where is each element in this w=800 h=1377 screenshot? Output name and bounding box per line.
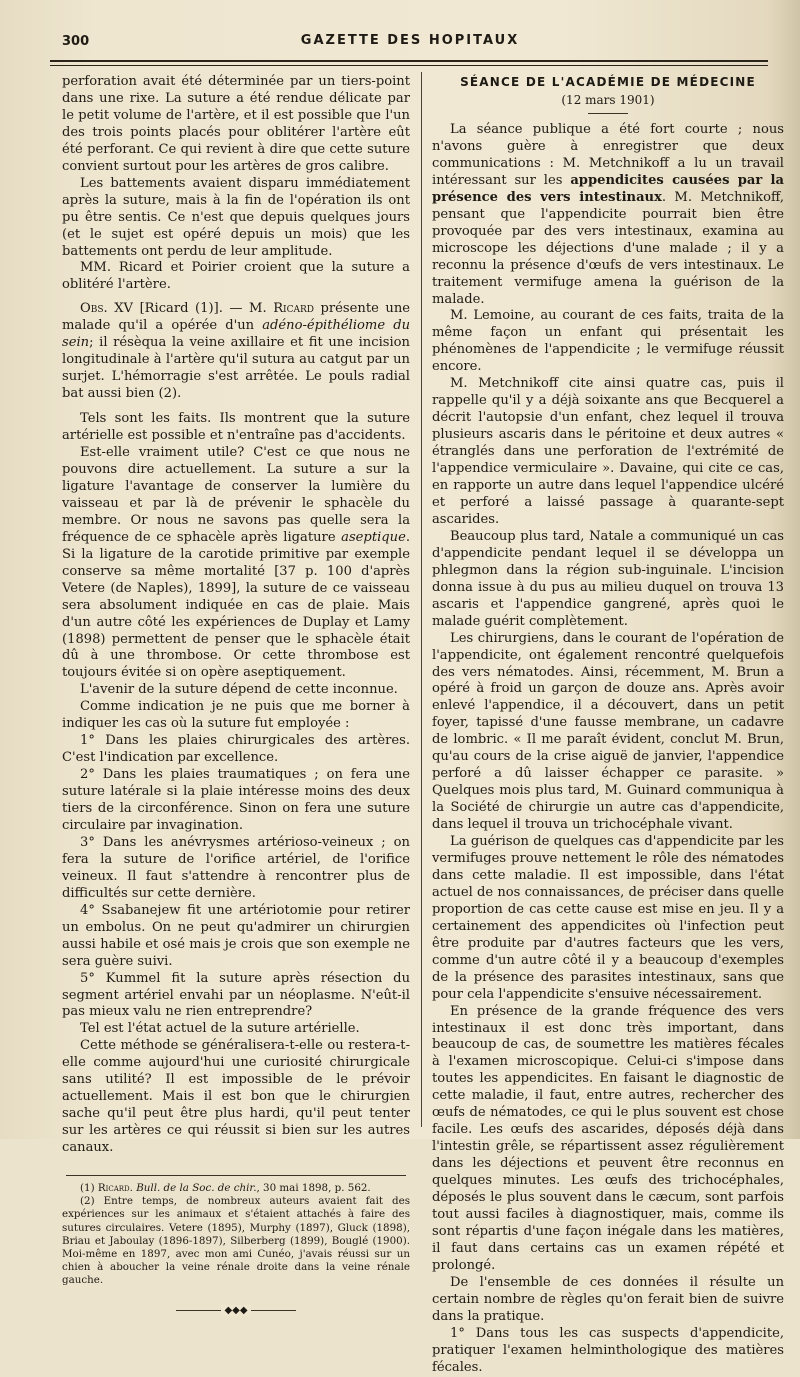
paragraph: Tels sont les faits. Ils montrent que la suture artérielle est possible et n'entraîne pas d'accidents. — [62, 411, 410, 444]
italic-term: adéno-épithéliome du sein — [62, 318, 411, 351]
left-column — [62, 74, 411, 1316]
observation-paragraph — [62, 301, 410, 403]
footnote: (2) Entre temps, de nombreux auteurs avaient fait des expériences sur les animaux et s'étaient attachés à faire des sutures circulaires. Vetere (1895), Murphy (1897), Gluck (1898), Briau et Jaboulay (1896-1897), Silberberg (1899), Bouglé (1900). Moi-même en 1897, avec mon ami Cunéo, j'avais réussi sur un chien à aboucher la veine rénale droite dans la veine rénale gauche. — [62, 1195, 410, 1287]
paragraph: Les battements avaient disparu immédiatement après la suture, mais à la fin de l'opération ils ont pu être sentis. Ce n'est que depuis quelques jours (et le sujet est opéré depuis un mois) que les battements ont perdu de leur amplitude. — [62, 175, 410, 259]
list-item: 4° Ssabanejew fit une artériotomie pour retirer un embolus. On ne peut qu'admirer un chirurgien aussi habile et osé mais je crois que son exemple ne sera guère suivi. — [62, 902, 410, 969]
page-number: 300 — [62, 34, 90, 49]
paragraph: En présence de la grande fréquence des vers intestinaux il est donc très important, dans beaucoup de cas, de soumettre les matières fécales à l'examen microscopique. Celui-ci s'impose dans toutes les appendicites. En faisant le diagnostic de cette maladie, il faut, entre autres, rechercher des œufs de nématodes, ce qui le plus souvent est chose facile. Les œufs des ascarides, déposés déjà dans l'intestin grêle, se répartissent assez régulièrement dans les déjections et peuvent être reconnus en quelques minutes. Les œufs des trichocéphales, déposés le plus souvent dans le cæcum, sont parfois tout aussi faciles à diagnostiquer, mais, comme ils sont répartis d'une façon inégale dans les matières, il faut dans certains cas un examen répété et prolongé. — [432, 1003, 784, 1273]
paragraph: Beaucoup plus tard, Natale a communiqué un cas d'appendicite pendant lequel il se développa un phlegmon dans la région sub-inguinale. L'incision donna issue à du pus au milieu duquel on trouva 13 ascaris et l'appendice gangrené, après quoi le malade guérit complètement. — [432, 528, 784, 629]
paragraph — [62, 445, 410, 682]
section-date: (12 mars 1901) — [561, 93, 655, 107]
paragraph: MM. Ricard et Poirier croient que la suture a oblitéré l'artère. — [62, 260, 410, 293]
short-rule — [588, 113, 628, 114]
paragraph: Les chirurgiens, dans le courant de l'opération de l'appendicite, ont également rencontré quelquefois des vers nématodes. Ainsi, récemment, M. Brun a opéré à froid un garçon de douze ans. Après avoir enlevé l'appendice, il a découvert, dans un petit foyer, tapissé d'une fausse membrane, un cadavre de lombric. « Il me paraît évident, conclut M. Brun, qu'au cours de la crise aiguë de janvier, l'appendice perforé a dû laisser échapper ce parasite. » Quelques mois plus tard, M. Guinard communiqua à la Société de chirurgie un autre cas d'appendicite, dans lequel il trouva un trichocéphale vivant. — [432, 630, 784, 833]
footnote — [62, 1182, 410, 1195]
paragraph: De l'ensemble de ces données il résulte un certain nombre de règles qu'on ferait bien de suivre dans la pratique. — [432, 1274, 784, 1324]
paragraph: M. Lemoine, au courant de ces faits, traita de la même façon un enfant qui présentait les phénomènes de l'appendicite ; le vermifuge réussit encore. — [432, 308, 784, 375]
bold-topic: appendicites causées par la présence des vers intestinaux — [432, 172, 785, 205]
right-column — [432, 74, 784, 1377]
footnote-rule — [66, 1175, 406, 1176]
end-ornament — [176, 1304, 296, 1316]
list-item: 3° Dans les anévrysmes artérioso-veineux ; on fera la suture de l'orifice artériel, de l'orifice veineux. Il faut s'attendre à rencontrer plus de difficultés sur cette dernière. — [62, 834, 410, 901]
paragraph: perforation avait été déterminée par un tiers-point dans une rixe. La suture a été rendue délicate par le petit volume de l'artère, et il est possible que l'un des trois points placés pour oblitérer l'artère eût été perforant. Ce qui revient à dire que cette suture convient surtout pour les artères de gros calibre. — [62, 74, 410, 174]
list-item: 1° Dans les plaies chirurgicales des artères. C'est l'indication par excellence. — [62, 733, 410, 766]
journal-title: Bull. de la Soc. de chir. — [136, 1182, 257, 1195]
header-rule-thick — [50, 60, 768, 62]
text-run: XV [Ricard (1)]. — M. — [107, 301, 274, 317]
paragraph: Tel est l'état actuel de la suture artérielle. — [80, 1021, 360, 1037]
text-run: ; il résèqua la veine axillaire et fit une incision longitudinale à l'artère qu'il sutura au catgut par un surjet. L'hémorragie s'est arrêtée. Le pouls radial bat aussi bien (2). — [62, 335, 410, 402]
list-item: 1° Dans tous les cas suspects d'appendicite, pratiquer l'examen helminthologique des matières fécales. — [432, 1325, 784, 1375]
paragraph: Cette méthode se généralisera-t-elle ou restera-t-elle comme aujourd'hui une curiosité chirurgicale sans utilité? Il est impossible de le prévoir actuellement. Mais il est bon que le chirurgien sache qu'il peut être plus hardi, qu'il peut tenter sur les artères ce qui réussit si bien sur les autres canaux. — [62, 1038, 410, 1156]
running-title: GAZETTE DES HOPITAUX — [300, 33, 520, 48]
paragraph: M. Metchnikoff cite ainsi quatre cas, puis il rappelle qu'il y a déjà soixante ans que Becquerel a décrit l'autopsie d'un enfant, chez lequel il trouva plusieurs ascaris dans le péritoine et deux autres « étranglés dans une perforation de l'extrémité de l'appendice vermiculaire ». Davaine, qui cite ce cas, en rapporte un autre dans lequel l'appendice ulcéré et perforé a laissé passage à quarante-sept ascarides. — [432, 376, 784, 527]
list-item: 5° Kummel fit la suture après résection du segment artériel envahi par un néoplasme. N'eût-il pas mieux valu ne rien entreprendre? — [62, 970, 410, 1020]
author-name: Ricard — [273, 301, 314, 317]
list-item: 2° Dans les plaies traumatiques ; on fera une suture latérale si la plaie intéresse moins des deux tiers de la circonférence. Sinon on fera une suture circulaire par invagination. — [62, 767, 410, 833]
text-run: . — [129, 1182, 137, 1195]
text-run: présente une malade qu'il a opérée d'un — [62, 301, 410, 334]
paragraph — [432, 122, 784, 308]
column-divider — [421, 72, 422, 1127]
paragraph: Comme indication je ne puis que me borner à indiquer les cas où la suture fut employée : — [62, 699, 410, 732]
header-rule-thin — [50, 65, 768, 66]
page-header — [50, 28, 770, 58]
paragraph: L'avenir de la suture dépend de cette inconnue. — [80, 682, 398, 698]
italic-term: aseptique — [341, 529, 406, 545]
paragraph: La guérison de quelques cas d'appendicite par les vermifuges prouve nettement le rôle des nématodes dans cette maladie. Il est impossible, dans l'état actuel de nos connaissances, de préciser dans quelle proportion de cas cette cause est mise en jeu. Il y a certainement des appendicites où l'infection peut être produite par d'autres facteurs que les vers, comme d'un autre côté il y a beaucoup d'exemples de la présence des parasites intestinaux, sans que pour cela l'appendicite s'ensuive nécessairement. — [432, 834, 784, 1002]
text-run: (1) — [80, 1182, 98, 1195]
text-run: . Si la ligature de la carotide primitive par exemple conserve sa même mortalité [37 p. 100 d'après Vetere (de Naples), 1899], la suture de ce vaisseau sera absolument indiquée en cas de plaie. Mais d'un autre côté les expériences de Duplay et Lamy (1898) permettent de penser que le sphacèle était dû à une thrombose. Or cette thrombose est toujours évitée si on opère aseptiquement. — [62, 529, 410, 681]
ornament-glyph: ◆◆◆ — [221, 1305, 250, 1316]
obs-label: Obs. — [80, 301, 108, 317]
text-run: Est-elle vraiment utile? C'est ce que nous ne pouvons dire actuellement. La suture a sur la ligature l'avantage de conserver la lumière du vaisseau et par là de prévenir le sphacèle du membre. Or nous ne savons pas quelle sera la fréquence de ce sphacèle après ligature — [62, 445, 410, 545]
section-heading: SÉANCE DE L'ACADÉMIE DE MÉDECINE — [460, 75, 756, 89]
text-run: La séance publique a été fort courte ; nous n'avons guère à enregistrer que deux communications : M. Metchnikoff a lu un travail intéressant sur les — [432, 122, 784, 188]
text-run: , 30 mai 1898, p. 562. — [256, 1182, 371, 1195]
text-run: . M. Metchnikoff, pensant que l'appendicite pourrait bien être provoquée par des vers intestinaux, examina au microscope les déjections d'une malade ; il y a reconnu la présence d'œufs de vers intestinaux. Le traitement vermifuge amena la guérison de la malade. — [432, 189, 784, 307]
author-name: Ricard — [97, 1182, 130, 1195]
